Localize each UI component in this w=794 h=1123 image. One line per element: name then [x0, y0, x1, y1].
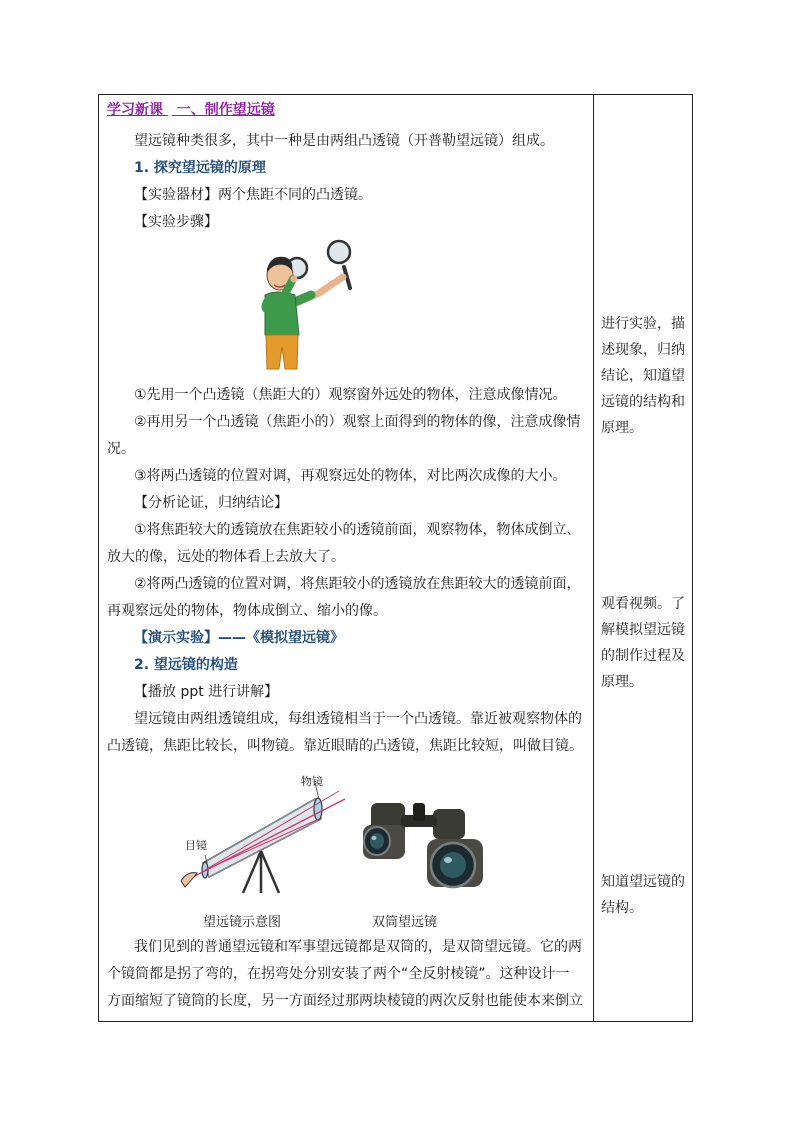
part1-heading: 1. 探究望远镜的原理 [134, 160, 266, 176]
conclusion-2-line1: ②将两凸透镜的位置对调，将焦距较小的透镜放在焦距较大的透镜前面， [134, 576, 581, 592]
steps-label: 【实验步骤】 [134, 214, 218, 230]
side-note-1-line: 述现象，归纳 [601, 342, 685, 358]
side-note-1-line: 远镜的结构和 [601, 394, 685, 410]
lesson-table [98, 94, 693, 1022]
ppt-label: 【播放 ppt 进行讲解】 [134, 684, 279, 700]
conclusion-1-line1: ①将焦距较大的透镜放在焦距较小的透镜前面，观察物体，物体成倒立、 [134, 522, 581, 538]
binoculars-image [357, 795, 507, 895]
main-column [99, 95, 593, 1021]
structure-para-line2: 凸透镜，焦距比较长，叫物镜。靠近眼睛的凸透镜，焦距比较短，叫做目镜。 [107, 738, 583, 754]
conclusion-1-line2: 放大的像，远处的物体看上去放大了。 [107, 549, 345, 565]
side-note-3-line: 结构。 [601, 900, 643, 916]
intro-text: 望远镜种类很多，其中一种是由两组凸透镜（开普勒望远镜）组成。 [134, 133, 554, 149]
conclusion-2-line2: 再观察远处的物体，物体成倒立、缩小的像。 [107, 603, 387, 619]
side-note-1-line: 进行实验，描 [601, 316, 685, 332]
section-header [107, 101, 275, 119]
side-note-2-line: 观看视频。了 [601, 596, 685, 612]
side-note-2-line: 解模拟望远镜 [601, 622, 685, 638]
materials-text: 【实验器材】两个焦距不同的凸透镜。 [134, 187, 372, 203]
objective-label: 物镜 [301, 775, 323, 788]
demo-experiment: 【演示实验】——《模拟望远镜》 [134, 630, 344, 646]
step-3: ③将两凸透镜的位置对调，再观察远处的物体，对比两次成像的大小。 [134, 468, 567, 484]
step-1: ①先用一个凸透镜（焦距大的）观察窗外远处的物体，注意成像情况。 [134, 387, 567, 403]
section-label: 学习新课 [107, 102, 163, 118]
side-note-1-line: 结论，知道望 [601, 368, 685, 384]
step-2-line2: 况。 [107, 441, 135, 457]
step-2-line1: ②再用另一个凸透镜（焦距小的）观察上面得到的物体的像，注意成像情 [134, 414, 581, 430]
binocular-para-line2: 个镜筒都是拐了弯的，在拐弯处分别安装了两个“全反射棱镜”。这种设计一 [107, 966, 570, 982]
telescope-caption: 望远镜示意图 [203, 915, 282, 930]
side-note-3-line: 知道望远镜的 [601, 874, 685, 890]
binocular-para-line3: 方面缩短了镜筒的长度，另一方面经过那两块棱镜的两次反射也能使本来倒立 [107, 993, 583, 1009]
eyepiece-label: 目镜 [185, 839, 207, 852]
part2-heading: 2. 望远镜的构造 [134, 657, 238, 673]
side-note-2-line: 的制作过程及 [601, 648, 685, 664]
structure-para-line1: 望远镜由两组透镜组成，每组透镜相当于一个凸透镜。靠近被观察物体的 [134, 711, 582, 727]
side-notes-column [594, 95, 692, 1021]
analysis-label: 【分析论证，归纳结论】 [134, 495, 288, 511]
binoculars-caption: 双筒望远镜 [372, 915, 438, 930]
section-title: 一、制作望远镜 [176, 102, 275, 118]
side-note-1-line: 原理。 [601, 420, 643, 436]
side-note-2-line: 原理。 [601, 674, 643, 690]
binocular-para-line1: 我们见到的普通望远镜和军事望远镜都是双筒的，是双筒望远镜。它的两 [134, 939, 582, 955]
boy-magnifier-illustration [247, 235, 357, 375]
